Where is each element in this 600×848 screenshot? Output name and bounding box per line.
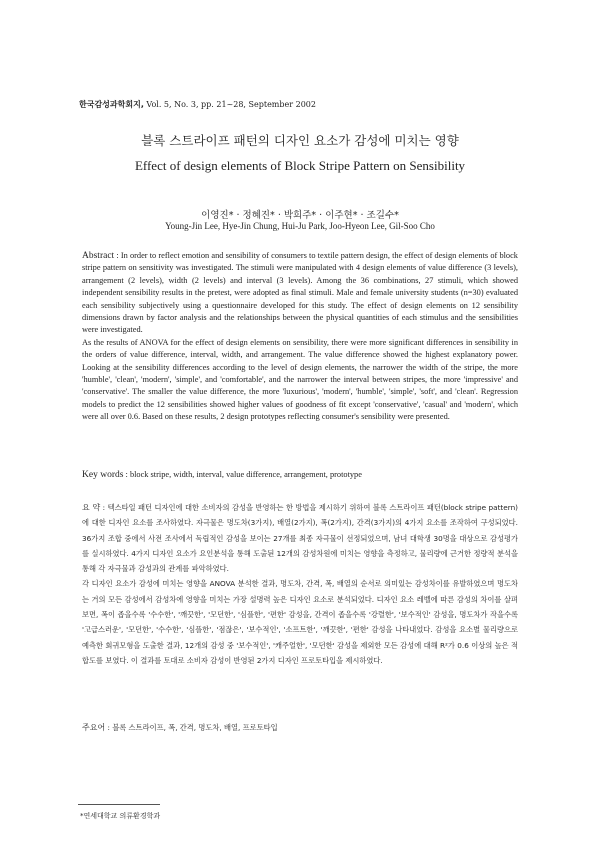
authors-english: Young-Jin Lee, Hye-Jin Chung, Hui-Ju Park, Joo-Hyeon Lee, Gil-Soo Cho (165, 221, 435, 231)
abstract-english-text1: In order to reflect emotion and sensibility of consumers to textile pattern design, the effect of design elements of block stripe pattern on sensitivity was investigated. The stimuli were manipulated with 4 design elements of value difference (3 levels), arrangement (2 levels), width (2 levels) and interval (3 levels). Among the 36 combinations, 27 stimuli, which showed independent sensibility results in the pretest, were adopted as final stimuli. Male and female university students (n=30) evaluated each sensibility subjectively using a questionnaire developed for this study. The effect of design elements on 12 sensibility dimensions drawn by factor analysis and the relationships between the physical quantities of each stimulus and the sensibilities were investigated. (82, 251, 518, 335)
title-korean: 블록 스트라이프 패턴의 디자인 요소가 감성에 미치는 영향 (141, 133, 459, 148)
keywords-english-label: Key words (82, 470, 124, 480)
abstract-english-para1: Abstract : In order to reflect emotion and sensibility of consumers to textile pattern design, the effect of design elements of block stripe pattern on sensitivity was investigated. The stimuli were manipulated with 4 design elements of value difference (3 levels), arrangement (2 levels), width (2 levels) and interval (3 levels). Among the 36 combinations, 27 stimuli, which showed independent sensibility results in the pretest, were adopted as final stimuli. Male and female university students (n=30) evaluated each sensibility subjectively using a questionnaire developed for this study. The effect of design elements on 12 sensibility dimensions drawn by factor analysis and the relationships between the physical quantities of each stimulus and the sensibilities were investigated. (82, 251, 518, 335)
keywords-english-text: block stripe, width, interval, value difference, arrangement, prototype (129, 470, 362, 479)
abstract-korean-text1: 텍스타일 패턴 디자인에 대한 소비자의 감성을 반영하는 한 방법을 제시하기 위하여 블록 스트라이프 패턴(block stripe pattern)에 대한 디자인 요소를 조사하였다. 자극물은 명도차(3가지), 배열(2가지), 폭(2가지), 간격(3가지)의 4가지 요소를 조작하여 구성되었다. 36가지 조합 중에서 사전 조사에서 독립적인 감성을 보이는 27개를 최종 자극물이 선정되었으며, 남녀 대학생 30명을 대상으로 감성평가를 실시하였다. 4가지 디자인 요소가 요인분석을 통해 도출된 12개의 감성차원에 미치는 영향을 측정하고, 물리량에 근거한 정량적 분석을 통해 각 자극물과 감성과의 관계를 파악하였다. (82, 503, 518, 574)
keywords-english: Key words : block stripe, width, interval, value difference, arrangement, prototype (82, 470, 362, 480)
footnote-divider (78, 804, 160, 805)
affiliation-footnote: *연세대학교 의류환경학과 (80, 812, 161, 820)
abstract-korean-para1: 요 약 : 텍스타일 패턴 디자인에 대한 소비자의 감성을 반영하는 한 방법을 제시하기 위하여 블록 스트라이프 패턴(block stripe pattern)에 대한 디자인 요소를 조사하였다. 자극물은 명도차(3가지), 배열(2가지), 폭(2가지), 간격(3가지)의 4가지 요소를 조작하여 구성되었다. 36가지 조합 중에서 사전 조사에서 독립적인 감성을 보이는 27개를 최종 자극물이 선정되었으며, 남녀 대학생 30명을 대상으로 감성평가를 실시하였다. 4가지 디자인 요소가 요인분석을 통해 도출된 12개의 감성차원에 미치는 영향을 측정하고, 물리량에 근거한 정량적 분석을 통해 각 자극물과 감성과의 관계를 파악하였다. (82, 503, 518, 574)
title-english: Effect of design elements of Block Stripe Pattern on Sensibility (134, 158, 466, 173)
keywords-korean-label: 주요어 (82, 723, 106, 732)
keywords-korean: 주요어 : 블록 스트라이프, 폭, 간격, 명도차, 배열, 프로토타입 (82, 723, 278, 732)
authors-korean: 이영진* · 정혜진* · 박희주* · 이주현* · 조길수* (201, 210, 399, 221)
journal-citation (79, 99, 316, 110)
journal-name: 한국감성과학회지, (79, 100, 144, 109)
abstract-english-label: Abstract (82, 251, 115, 261)
keywords-korean-text: 블록 스트라이프, 폭, 간격, 명도차, 배열, 프로토타입 (112, 723, 278, 732)
journal-volume-info: Vol. 5, No. 3, pp. 21~28, September 2002 (146, 100, 316, 109)
abstract-english (82, 250, 518, 424)
abstract-korean (82, 500, 518, 668)
abstract-korean-label: 요 약 (82, 503, 101, 512)
abstract-korean-para2: 각 디자인 요소가 감성에 미치는 영향을 ANOVA 분석한 결과, 명도차, 간격, 폭, 배열의 순서로 의미있는 감성차이를 유발하였으며 명도차는 거의 모든 감성에서 감성차에 영향을 미치는 가장 설명력 높은 디자인 요소로 분석되었다. 디자인 요소 레벨에 따른 감성의 차이를 살펴보면, 폭이 좁을수록 '수수한', '깨끗한', '모던한', '심플한', '편한' 감성을, 간격이 좁을수록 '강렬한', '보수적인' 감성을, 명도차가 작을수록 '고급스러운', '모던한', '수수한', '심플한', '점잖은', '보수적인', '소프트한', '깨끗한', '편한' 감성을 나타내었다. 감성을 요소별 물리량으로 예측한 회귀모형을 도출한 결과, 12개의 감성 중 '보수적인', '캐주얼한', '모던한' 감성을 제외한 모든 감성에 대해 R²가 0.6 이상의 높은 적합도를 보였다. 이 결과를 토대로 소비자 감성이 반영된 2가지 디자인 프로토타입을 제시하였다. (82, 579, 518, 665)
abstract-english-para2: As the results of ANOVA for the effect of design elements on sensibility, there were more significant differences in sensibility in the orders of value difference, interval, width, and arrangement. The value difference showed the highest explanatory power. Looking at the sensibility differences according to the level of design elements, the narrower the width of the stripe, the more 'humble', 'clean', 'modern', 'simple', and 'comfortable', and the narrower the interval between stripes, the more 'impressive' and 'conservative'. The smaller the value difference, the more 'luxurious', 'modern', 'humble', 'simple', 'soft', and 'clean'. Regression models to predict the 12 sensibilities showed higher values of goodness of fit except 'conservative', 'casual' and 'modern', which were all over 0.6. Based on these results, 2 design prototypes reflecting consumer's sensibility were presented. (82, 337, 518, 422)
